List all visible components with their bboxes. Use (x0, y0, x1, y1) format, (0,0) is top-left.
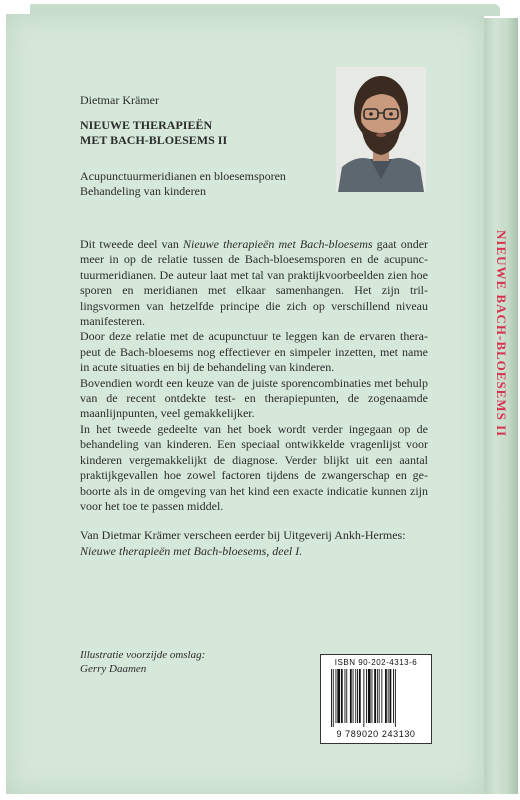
author-name: Dietmar Krämer (80, 93, 159, 107)
blurb-p1-rest: gaat onder meer in op de relatie tussen de Bach-bloesemsporen en de acupunc-tuurmeridianen. De auteur laat met tal van praktijkvoorbeelden zien hoe sporen en meridianen met elkaar samenhangen. Het zijn tril-lingsvormen van hetzelfde principe die zich op verschillend niveau manifesteren. (80, 237, 429, 329)
blurb-p1-start: Dit tweede deel van (80, 237, 183, 251)
blurb-p5-title: Nieuwe therapieën met Bach-bloesems, deel I. (80, 543, 303, 558)
isbn-barcode (320, 654, 432, 744)
illustration-credit (80, 648, 205, 676)
blurb-paragraph-5 (80, 528, 428, 559)
blurb-paragraph-3: Bovendien wordt een keuze van de juiste sporencombinaties met behulp van de recent ontdekte test- en therapiepunten, de zogenaamde maanlijnpunten, veel gemakkelijker. (80, 375, 428, 421)
barcode-digits: 9 789020 243130 (336, 729, 416, 739)
book-title-line-2: MET BACH-BLOESEMS II (80, 133, 228, 147)
book-subtitle (80, 169, 286, 199)
book-blurb (80, 237, 428, 559)
blurb-p5-text: Van Dietmar Krämer verscheen eerder bij Uitgeverij Ankh-Hermes: (80, 528, 406, 543)
book-title (80, 118, 227, 148)
blurb-paragraph-4: In het tweede gedeelte van het boek wordt verder ingegaan op de behandeling van kinderen. Een speciaal ontwikkelde vragenlijst voor kinderen vergemakkelijkt de diagnose. Verder blijkt uit een aantal praktijkgevallen hoe zowel factoren tijdens de zwangerschap en ge-boorte als in de omgeving van het kind een exacte indicatie kunnen zijn voor het toe te passen middel. (80, 421, 428, 513)
subtitle-line-1: Acupunctuurmeridianen en bloesemsporen (80, 169, 286, 183)
credit-name: Gerry Daamen (80, 663, 147, 675)
blurb-paragraph-1 (80, 237, 428, 329)
author-photo (336, 67, 426, 192)
subtitle-line-2: Behandeling van kinderen (80, 184, 206, 198)
barcode-bars-icon (331, 669, 421, 727)
isbn-number: ISBN 90-202-4313-6 (334, 658, 418, 667)
blurb-p1-title: Nieuwe therapieën met Bach-bloesems (182, 237, 373, 251)
book-title-line-1: NIEUWE THERAPIEËN (80, 118, 213, 132)
credit-label: Illustratie voorzijde omslag: (80, 649, 206, 661)
blurb-paragraph-2: Door deze relatie met de acupunctuur te leggen kan de ervaren thera-peut de Bach-bloesems nog effectiever en simpeler inzetten, met name in acute situaties en bij de behandeling van kinderen. (80, 329, 428, 375)
spine-title: NIEUWE BACH-BLOESEMS II (494, 230, 509, 438)
